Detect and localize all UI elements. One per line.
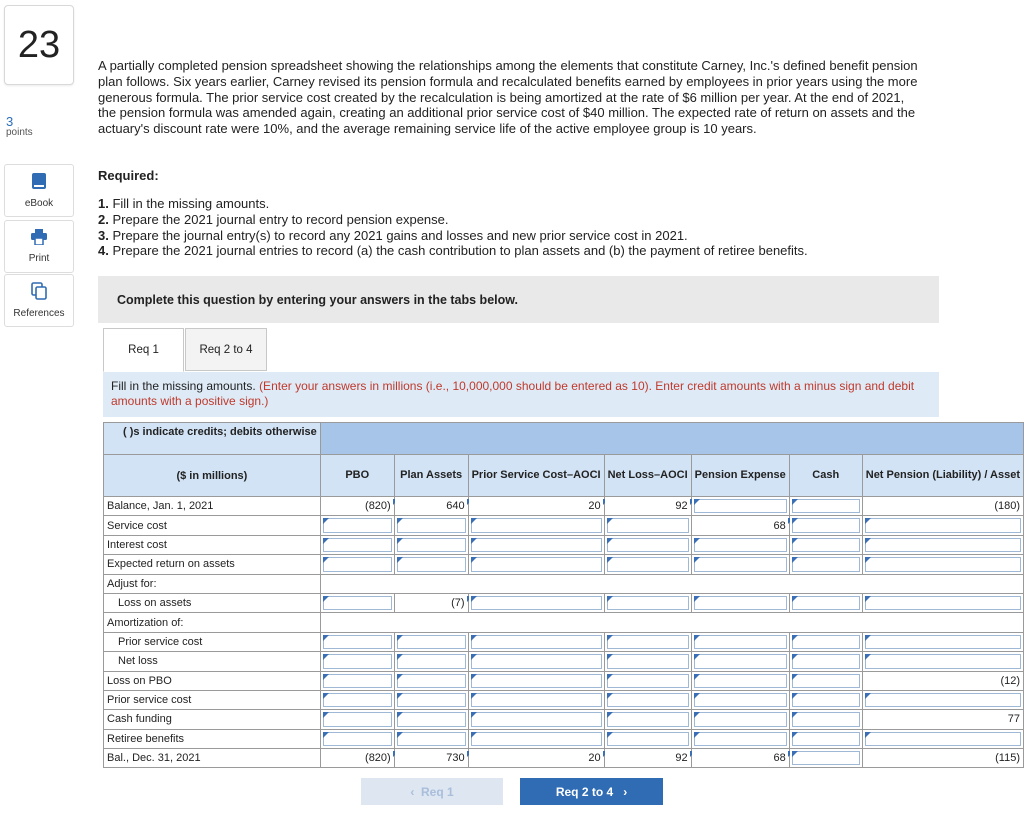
amount-value: (180): [994, 500, 1020, 513]
amount-input[interactable]: [691, 593, 789, 612]
amount-value: 730: [446, 752, 465, 765]
input-box[interactable]: [323, 635, 392, 649]
amount-value: 92: [675, 752, 688, 765]
input-box[interactable]: [323, 538, 392, 552]
input-box[interactable]: [694, 557, 787, 571]
input-box[interactable]: [397, 712, 466, 726]
amount-input[interactable]: [862, 535, 1023, 554]
amount-input[interactable]: [468, 710, 604, 729]
input-box[interactable]: [397, 654, 466, 668]
amount-input[interactable]: [691, 497, 789, 516]
input-box[interactable]: [792, 499, 860, 513]
input-box[interactable]: [865, 732, 1021, 746]
amount-input[interactable]: [394, 535, 468, 554]
row-label: Expected return on assets: [104, 555, 321, 574]
prev-tab-button[interactable]: [361, 778, 503, 805]
input-box[interactable]: [865, 693, 1021, 707]
input-box[interactable]: [397, 732, 466, 746]
input-box[interactable]: [323, 693, 392, 707]
amount-input[interactable]: [320, 535, 394, 554]
amount-input[interactable]: [394, 516, 468, 535]
input-box[interactable]: [694, 712, 787, 726]
input-box[interactable]: [471, 596, 602, 610]
input-box[interactable]: [397, 557, 466, 571]
amount-input[interactable]: [691, 555, 789, 574]
column-header: PBO: [320, 455, 394, 497]
amount-input[interactable]: [862, 690, 1023, 709]
amount-value: (115): [995, 752, 1020, 765]
input-box[interactable]: [397, 674, 466, 688]
chevron-right-icon: ›: [623, 784, 628, 799]
amount-input[interactable]: [468, 652, 604, 671]
row-label: Bal., Dec. 31, 2021: [104, 749, 321, 768]
input-box[interactable]: [792, 635, 860, 649]
amount-input[interactable]: [604, 516, 691, 535]
next-tab-button[interactable]: [520, 778, 663, 805]
amount-input[interactable]: [862, 516, 1023, 535]
amount-input[interactable]: [320, 632, 394, 651]
amount-input[interactable]: [862, 632, 1023, 651]
amount-input[interactable]: [691, 710, 789, 729]
input-box[interactable]: [865, 557, 1021, 571]
input-box[interactable]: [865, 654, 1021, 668]
input-box[interactable]: [471, 557, 602, 571]
instructions-banner: Complete this question by entering your answers in the tabs below.: [98, 276, 939, 323]
input-box[interactable]: [471, 538, 602, 552]
table-row: [104, 516, 1024, 535]
amount-value: (820): [365, 752, 391, 765]
input-box[interactable]: [694, 499, 787, 513]
amount-input[interactable]: [468, 593, 604, 612]
amount-value: 68: [773, 519, 786, 532]
input-box[interactable]: [471, 635, 602, 649]
amount-input[interactable]: [789, 535, 862, 554]
amount-input[interactable]: [862, 555, 1023, 574]
requirement-item: 4. Prepare the 2021 journal entries to record (a) the cash contribution to plan assets and (b) the payment of retiree benefits.: [98, 243, 808, 259]
amount-input[interactable]: [320, 555, 394, 574]
input-box[interactable]: [607, 674, 689, 688]
print-label: Print: [28, 253, 50, 264]
amount-value: 20: [588, 500, 601, 513]
input-box[interactable]: [694, 654, 787, 668]
amount-value: 68: [773, 752, 786, 765]
ebook-button[interactable]: [4, 164, 74, 217]
amount-input[interactable]: [691, 535, 789, 554]
input-box[interactable]: [323, 557, 392, 571]
given-amount: [691, 749, 789, 768]
amount-input[interactable]: [394, 652, 468, 671]
input-box[interactable]: [607, 693, 689, 707]
input-box[interactable]: [607, 557, 689, 571]
given-amount: [394, 749, 468, 768]
amount-input[interactable]: [394, 729, 468, 748]
amount-input[interactable]: [604, 652, 691, 671]
table-row: [104, 593, 1024, 612]
input-box[interactable]: [607, 518, 689, 532]
given-amount: [394, 497, 468, 516]
input-box[interactable]: [694, 693, 787, 707]
row-label-header: ($ in millions): [104, 455, 321, 497]
amount-value: 640: [446, 500, 465, 513]
input-box[interactable]: [694, 635, 787, 649]
amount-value: (820): [365, 500, 391, 513]
row-label: Balance, Jan. 1, 2021: [104, 497, 321, 516]
input-box[interactable]: [397, 693, 466, 707]
given-amount: [862, 497, 1023, 516]
amount-value: (7): [451, 597, 465, 610]
input-box[interactable]: [792, 712, 860, 726]
amount-input[interactable]: [691, 729, 789, 748]
amount-input[interactable]: [468, 535, 604, 554]
requirement-item: 2. Prepare the 2021 journal entry to record pension expense.: [98, 211, 449, 227]
row-label: Net loss: [104, 652, 321, 671]
problem-text: A partially completed pension spreadsheet showing the relationships among the elements that constitute Carney, Inc.'s defined benefit pension plan follows. Six years earlier, Carney revised its pension formula and recalculated benefits earned by employees in prior years using the more generous formula. The prior service cost created by the recalculation is being amortized at the rate of $6 million per year. At the end of 2021, the pension formula was amended again, creating an additional prior service cost of $40 million. The expected rate of return on assets and the actuary's discount rate were 10%, and the average remaining service life of the active employee group is 10 years.: [98, 58, 918, 137]
requirement-item: 3. Prepare the journal entry(s) to record any 2021 gains and losses and new prior service cost in 2021.: [98, 227, 688, 243]
row-label: Service cost: [104, 516, 321, 535]
given-amount: [320, 497, 394, 516]
table-row: [104, 555, 1024, 574]
amount-input[interactable]: [604, 632, 691, 651]
column-header: Pension Expense: [691, 455, 789, 497]
table-row: [104, 671, 1024, 690]
column-header: Net Pension (Liability) / Asset: [862, 455, 1023, 497]
column-header: Prior Service Cost–AOCI: [468, 455, 604, 497]
points-value: 3: [6, 114, 14, 129]
input-box[interactable]: [607, 712, 689, 726]
input-box[interactable]: [471, 654, 602, 668]
amount-input[interactable]: [320, 710, 394, 729]
input-box[interactable]: [471, 674, 602, 688]
input-box[interactable]: [607, 596, 689, 610]
amount-input[interactable]: [320, 516, 394, 535]
amount-input[interactable]: [394, 710, 468, 729]
given-amount: [862, 749, 1023, 768]
amount-value: 77: [1007, 713, 1020, 726]
amount-input[interactable]: [604, 690, 691, 709]
table-row: [104, 632, 1024, 651]
amount-input[interactable]: [468, 671, 604, 690]
amount-input[interactable]: [394, 632, 468, 651]
amount-input[interactable]: [604, 535, 691, 554]
amount-input[interactable]: [468, 690, 604, 709]
amount-input[interactable]: [320, 729, 394, 748]
amount-input[interactable]: [789, 749, 862, 768]
amount-input[interactable]: [604, 729, 691, 748]
section-spacer: [320, 574, 1023, 593]
amount-input[interactable]: [320, 690, 394, 709]
column-header: Plan Assets: [394, 455, 468, 497]
requirement-item: 1. Fill in the missing amounts.: [98, 196, 270, 211]
row-label: Adjust for:: [104, 574, 321, 593]
row-label: Interest cost: [104, 535, 321, 554]
input-box[interactable]: [792, 654, 860, 668]
input-box[interactable]: [397, 518, 466, 532]
amount-input[interactable]: [468, 729, 604, 748]
next-label: Req 2 to 4: [555, 784, 614, 799]
question-number: 23: [4, 5, 74, 85]
tab-req-1[interactable]: [103, 328, 184, 372]
credits-note-header: ( )s indicate credits; debits otherwise: [104, 423, 321, 455]
table-row: [104, 749, 1024, 768]
given-amount: [862, 710, 1023, 729]
book-icon: [31, 172, 47, 193]
input-box[interactable]: [471, 732, 602, 746]
copy-documents-icon: [31, 282, 47, 303]
points-label: points: [6, 127, 33, 138]
amount-input[interactable]: [468, 516, 604, 535]
instruction-note: (Enter your answers in millions (i.e., 10,000,000 should be entered as 10). Enter credit amounts with a minus sign and debit amounts with a positive sign.): [111, 379, 915, 408]
header-blue-band: [320, 423, 1023, 455]
amount-input[interactable]: [862, 593, 1023, 612]
section-spacer: [320, 613, 1023, 632]
input-box[interactable]: [323, 732, 392, 746]
row-label: Loss on assets: [104, 593, 321, 612]
amount-input[interactable]: [604, 671, 691, 690]
tab-label: Req 2 to 4: [199, 343, 253, 356]
input-box[interactable]: [792, 751, 860, 765]
references-label: References: [13, 308, 65, 319]
input-box[interactable]: [792, 674, 860, 688]
amount-input[interactable]: [394, 555, 468, 574]
amount-value: 20: [588, 752, 601, 765]
amount-input[interactable]: [789, 710, 862, 729]
references-button[interactable]: [4, 274, 74, 327]
amount-input[interactable]: [604, 555, 691, 574]
input-box[interactable]: [323, 712, 392, 726]
input-box[interactable]: [865, 518, 1021, 532]
amount-input[interactable]: [691, 652, 789, 671]
input-box[interactable]: [397, 635, 466, 649]
amount-input[interactable]: [862, 652, 1023, 671]
input-box[interactable]: [323, 596, 392, 610]
table-row: [104, 535, 1024, 554]
row-label: Amortization of:: [104, 613, 321, 632]
amount-input[interactable]: [468, 632, 604, 651]
input-box[interactable]: [865, 635, 1021, 649]
input-box[interactable]: [471, 693, 602, 707]
input-box[interactable]: [792, 518, 860, 532]
input-box[interactable]: [694, 732, 787, 746]
amount-value: (12): [1000, 674, 1020, 687]
input-box[interactable]: [792, 732, 860, 746]
input-box[interactable]: [471, 712, 602, 726]
given-amount: [320, 749, 394, 768]
print-button[interactable]: [4, 220, 74, 273]
required-heading: Required:: [98, 168, 159, 183]
input-box[interactable]: [323, 674, 392, 688]
row-label: Cash funding: [104, 710, 321, 729]
amount-input[interactable]: [789, 516, 862, 535]
given-amount: [691, 516, 789, 535]
column-header: Cash: [789, 455, 862, 497]
input-box[interactable]: [607, 635, 689, 649]
input-box[interactable]: [694, 538, 787, 552]
amount-input[interactable]: [691, 671, 789, 690]
input-box[interactable]: [471, 518, 602, 532]
table-row: [104, 690, 1024, 709]
row-label: Prior service cost: [104, 690, 321, 709]
amount-input[interactable]: [789, 632, 862, 651]
amount-value: 92: [675, 500, 688, 513]
amount-input[interactable]: [320, 671, 394, 690]
given-amount: [468, 749, 604, 768]
table-row: [104, 613, 1024, 632]
table-row: [104, 710, 1024, 729]
given-amount: [862, 671, 1023, 690]
amount-input[interactable]: [789, 671, 862, 690]
input-box[interactable]: [792, 596, 860, 610]
amount-input[interactable]: [604, 593, 691, 612]
amount-input[interactable]: [789, 652, 862, 671]
table-row: [104, 574, 1024, 593]
amount-input[interactable]: [789, 497, 862, 516]
input-box[interactable]: [792, 557, 860, 571]
requirements-list: [98, 196, 808, 259]
tab-instruction: [103, 372, 939, 417]
ebook-label: eBook: [24, 198, 54, 209]
input-box[interactable]: [792, 538, 860, 552]
given-amount: [468, 497, 604, 516]
amount-input[interactable]: [862, 729, 1023, 748]
input-box[interactable]: [397, 538, 466, 552]
prev-label: Req 1: [420, 784, 454, 799]
amount-input[interactable]: [320, 652, 394, 671]
amount-input[interactable]: [394, 671, 468, 690]
row-label: Prior service cost: [104, 632, 321, 651]
input-box[interactable]: [865, 538, 1021, 552]
column-header: Net Loss–AOCI: [604, 455, 691, 497]
tab-label: Req 1: [128, 344, 159, 356]
amount-input[interactable]: [394, 690, 468, 709]
amount-input[interactable]: [789, 593, 862, 612]
input-box[interactable]: [323, 518, 392, 532]
amount-input[interactable]: [789, 690, 862, 709]
instruction-main: Fill in the missing amounts.: [111, 379, 260, 393]
input-box[interactable]: [607, 732, 689, 746]
row-label: Loss on PBO: [104, 671, 321, 690]
amount-input[interactable]: [789, 555, 862, 574]
table-row: [104, 729, 1024, 748]
amount-input[interactable]: [789, 729, 862, 748]
given-amount: [604, 749, 691, 768]
amount-input[interactable]: [691, 632, 789, 651]
pension-spreadsheet: [103, 422, 1024, 768]
input-box[interactable]: [694, 596, 787, 610]
given-amount: [394, 593, 468, 612]
given-amount: [604, 497, 691, 516]
printer-icon: [30, 229, 48, 248]
table-row: [104, 652, 1024, 671]
input-box[interactable]: [607, 538, 689, 552]
row-label: Retiree benefits: [104, 729, 321, 748]
amount-input[interactable]: [691, 690, 789, 709]
input-box[interactable]: [865, 596, 1021, 610]
table-row: [104, 497, 1024, 516]
amount-input[interactable]: [468, 555, 604, 574]
amount-input[interactable]: [320, 593, 394, 612]
input-box[interactable]: [694, 674, 787, 688]
input-box[interactable]: [323, 654, 392, 668]
input-box[interactable]: [792, 693, 860, 707]
input-box[interactable]: [607, 654, 689, 668]
tab-req-2-to-4[interactable]: [185, 328, 267, 371]
chevron-left-icon: ‹: [410, 784, 415, 799]
amount-input[interactable]: [604, 710, 691, 729]
